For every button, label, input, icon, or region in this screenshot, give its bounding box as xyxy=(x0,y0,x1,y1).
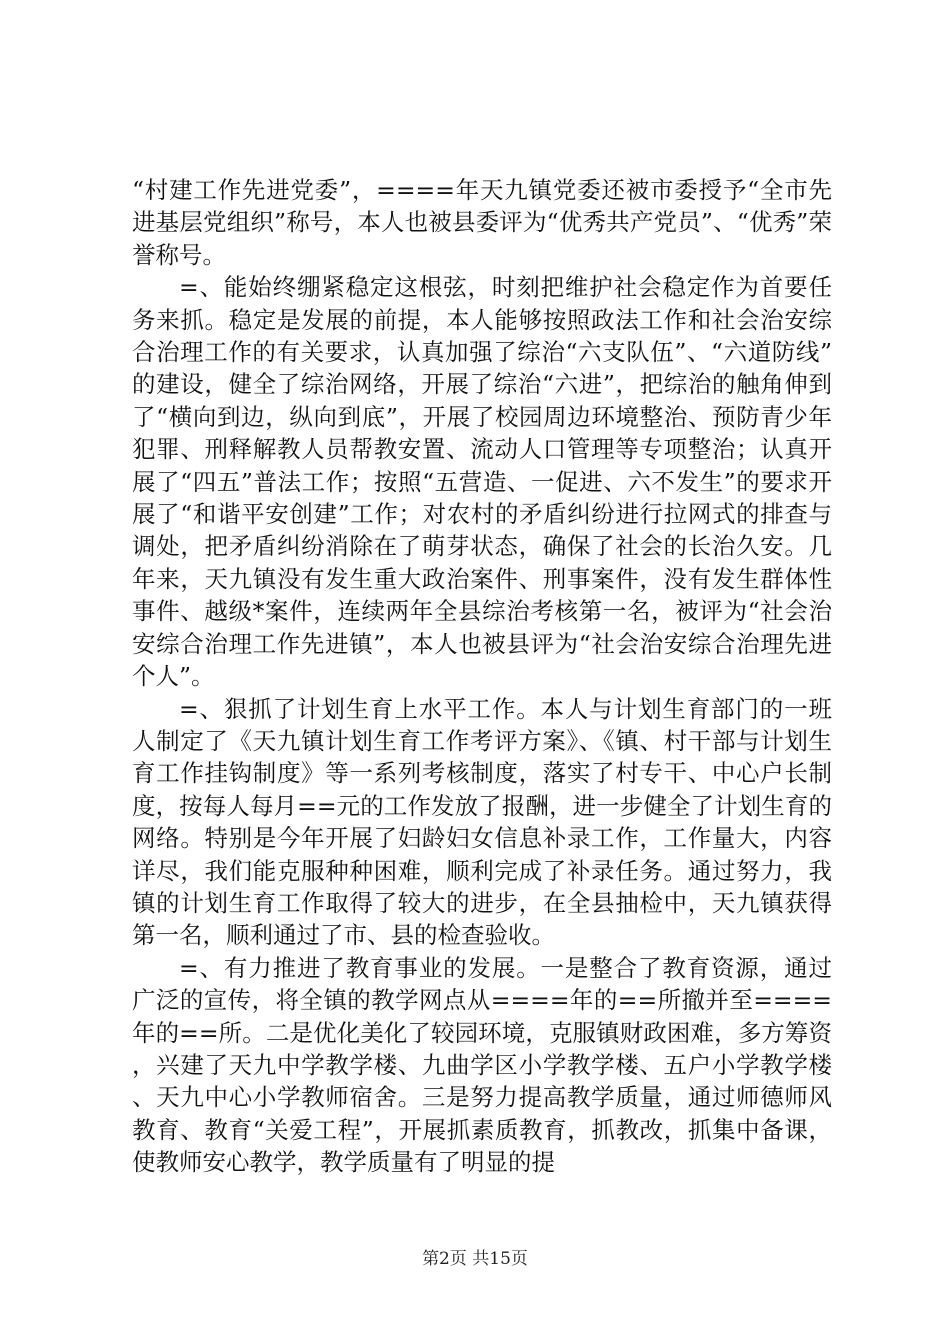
paragraph-3: =、狠抓了计划生育上水平工作。本人与计划生育部门的一班人制定了《天九镇计划生育工作考评方案》、《镇、村干部与计划生育工作挂钩制度》等一系列考核制度，落实了村专干、中心户长制度，按每人每月==元的工作发放了报酬，进一步健全了计划生育的网络。特别是今年开展了妇龄妇女信息补录工作，工作量大，内容详尽，我们能克服种种困难，顺利完成了补录任务。通过努力，我镇的计划生育工作取得了较大的进步，在全县抽检中，天九镇获得第一名，顺利通过了市、县的检查验收。 xyxy=(132,694,832,950)
page-footer xyxy=(0,1244,950,1269)
paragraph-2: =、能始终绷紧稳定这根弦，时刻把维护社会稳定作为首要任务来抓。稳定是发展的前提，本人能够按照政法工作和社会治安综合治理工作的有关要求，认真加强了综治“六支队伍”、“六道防线”的建设，健全了综治网络，开展了综治“六进”，把综治的触角伸到了“横向到边，纵向到底”，开展了校园周边环境整治、预防青少年犯罪、刑释解教人员帮教安置、流动人口管理等专项整治；认真开展了“四五”普法工作；按照“五营造、一促进、六不发生”的要求开展了“和谐平安创建”工作；对农村的矛盾纠纷进行拉网式的排查与调处，把矛盾纠纷消除在了萌芽状态，确保了社会的长治久安。几年来，天九镇没有发生重大政治案件、刑事案件，没有发生群体性事件、越级*案件，连续两年全县综治考核第一名，被评为“社会治安综合治理工作先进镇”，本人也被县评为“社会治安综合治理先进个人”。 xyxy=(132,273,832,691)
document-body xyxy=(132,174,832,1179)
paragraph-4: =、有力推进了教育事业的发展。一是整合了教育资源，通过广泛的宣传，将全镇的教学网点从====年的==所撤并至====年的==所。二是优化美化了较园环境，克服镇财政困难，多方筹资，兴建了天九中学教学楼、九曲学区小学教学楼、五户小学教学楼、天九中心小学教师宿舍。三是努力提高教学质量，通过师德师风教育、教育“关爱工程”，开展抓素质教育，抓教改，抓集中备课，使教师安心教学，教学质量有了明显的提 xyxy=(132,953,832,1177)
paragraph-1: “村建工作先进党委”，====年天九镇党委还被市委授予“全市先进基层党组织”称号，本人也被县委评为“优秀共产党员”、“优秀”荣誉称号。 xyxy=(132,176,832,269)
page-number-label: 第2页 共15页 xyxy=(422,1249,528,1269)
